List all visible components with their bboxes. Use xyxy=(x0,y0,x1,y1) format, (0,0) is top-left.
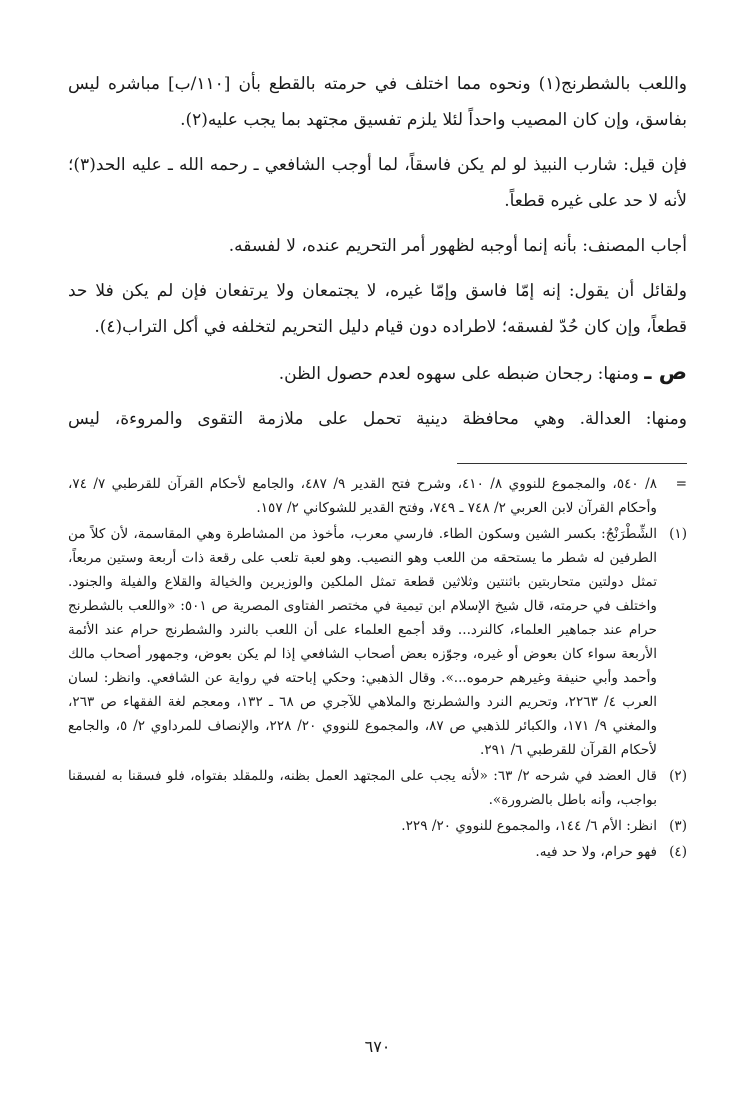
footnote-2 xyxy=(68,764,687,812)
footnote-text: الشِّطْرَنْجُ: بكسر الشين وسكون الطاء. فارسي معرب، مأخوذ من المشاطرة وهي المقاسمة، لأن كلاً من الطرفين له شطر ما يستحقه من اللعب وهو النصيب. وهو لعبة تلعب على رقعة ذات أربعة وستين مربعاً، تمثل دولتين متحاربتين باثنتين وثلاثين قطعة تمثل الملكين والوزيرين والخيالة والقلاع والفيلة والجنود. واختلف في حرمته، قال شيخ الإسلام ابن تيمية في مختصر الفتاوى المصرية ص ٥٠١: «واللعب بالشطرنج حرام عند جماهير العلماء، كالنرد... وقد أجمع العلماء على أن اللعب بالنرد والشطرنج حرام عند الأئمة الأربعة سواء كان بعوض أو غيره، وجوّزه بعض أصحاب الشافعي إذا لم يكن بعوض، وجمهور أصحاب مالك وأحمد وأبي حنيفة وغيرهم حرموه...». وقال الذهبي: وحكي إباحته في رواية عن الشافعي. وانظر: لسان العرب ٤/ ٢٢٦٣، وتحريم النرد والشطرنج والملاهي للآجري ص ٦٨ ـ ١٣٢، ومعجم لغة الفقهاء ص ٢٦٣، والمغني ٩/ ١٧١، والكبائر للذهبي ص ٨٧، والمجموع للنووي ٢٠/ ٢٢٨، والإنصاف للمرداوي ٢/ ٥، والجامع لأحكام القرآن للقرطبي ٦/ ٢٩١. xyxy=(68,526,658,758)
footnote-number: (٤) xyxy=(669,844,687,860)
footnote-continuation xyxy=(68,472,687,520)
paragraph-sad xyxy=(68,354,687,392)
footnote-number: (٣) xyxy=(669,818,687,834)
page-number: ٦٧٠ xyxy=(364,1037,391,1056)
footnote-1 xyxy=(68,522,687,762)
main-text xyxy=(68,66,687,437)
footnote-text: قال العضد في شرحه ٢/ ٦٣: «لأنه يجب على المجتهد العمل بظنه، وللمقلد بفتواه، فلو فسقنا به لفسقنا بواجب، وأنه باطل بالضرورة». xyxy=(68,768,657,808)
paragraph-rebuttal: ولقائل أن يقول: إنه إمّا فاسق وإمّا غيره، لا يجتمعان ولا يرتفعان فإن لم يكن فلا حد قطعاً، وإن كان حُدّ لفسقه؛ لاطراده دون قيام دليل التحريم لتخلفه في أكل التراب(٤). xyxy=(68,281,687,337)
footnote-separator xyxy=(457,463,687,464)
paragraph-author-answer: أجاب المصنف: بأنه إنما أوجبه لظهور أمر التحريم عنده، لا لفسقه. xyxy=(228,236,687,256)
paragraph-nabidh-objection: فإن قيل: شارب النبيذ لو لم يكن فاسقاً، لما أوجب الشافعي ـ رحمه الله ـ عليه الحد(٣)؛ لأنه لا حد على غيره قطعاً. xyxy=(68,155,687,211)
footnote-4 xyxy=(68,840,687,864)
footnote-text: فهو حرام، ولا حد فيه. xyxy=(535,844,657,860)
footnote-continuation-text: ٨/ ٥٤٠، والمجموع للنووي ٨/ ٤١٠، وشرح فتح القدير ٩/ ٤٨٧، والجامع لأحكام القرآن للقرطبي ٧/ ٧٤، وأحكام القرآن لابن العربي ٢/ ٧٤٨ ـ ٧٤٩، وفتح القدير للشوكاني ٢/ ١٥٧. xyxy=(68,476,657,516)
footnote-text: انظر: الأم ٦/ ١٤٤، والمجموع للنووي ٢٠/ ٢٢٩. xyxy=(401,818,657,834)
footnote-number: (١) xyxy=(669,526,687,542)
footnote-3 xyxy=(68,814,687,838)
page xyxy=(68,66,687,864)
paragraph-chess: واللعب بالشطرنج(١) ونحوه مما اختلف في حرمته بالقطع بأن [١١٠/ب] مباشره ليس بفاسق، وإن كان المصيب واحداً لئلا يلزم تفسيق مجتهد بما يجب عليه(٢). xyxy=(68,74,687,130)
sad-marker: ص ـ xyxy=(644,360,687,384)
paragraph-adala: ومنها: العدالة. وهي محافظة دينية تحمل على ملازمة التقوى والمروءة، ليس xyxy=(68,409,687,429)
footnote-number: (٢) xyxy=(669,768,687,784)
sad-text: ومنها: رجحان ضبطه على سهوه لعدم حصول الظن. xyxy=(278,364,639,384)
footnotes xyxy=(68,472,687,864)
continuation-marker: = xyxy=(675,476,687,492)
